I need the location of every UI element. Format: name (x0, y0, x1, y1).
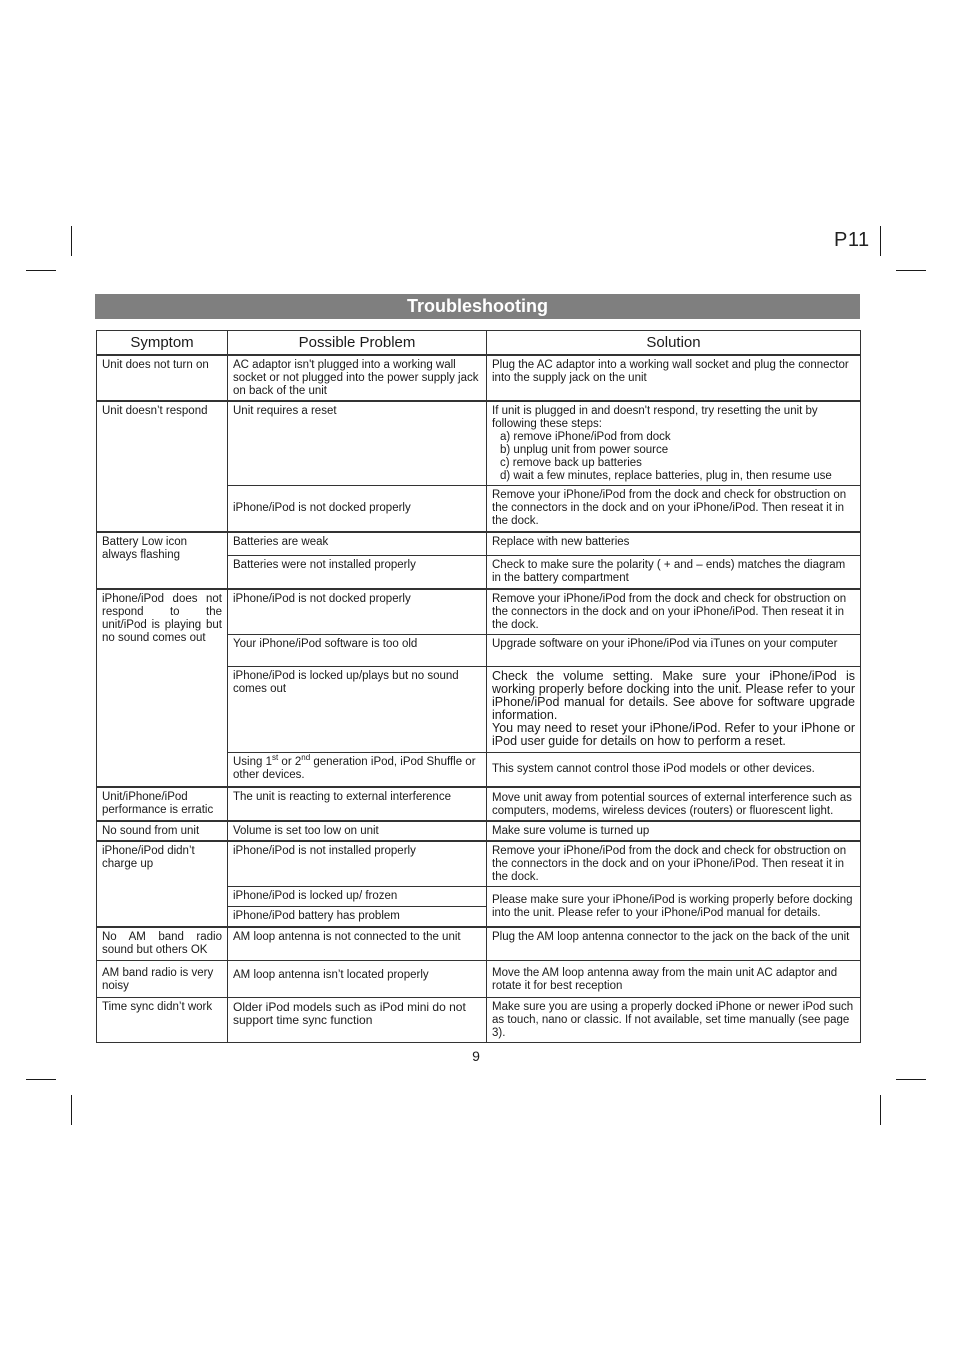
list-item: a) remove iPhone/iPod from dock (500, 431, 671, 443)
solution-cell: Check to make sure the polarity ( + and – ends) matches the diagram in the battery compartment (487, 556, 861, 589)
solution-cell: Make sure volume is turned up (487, 821, 861, 841)
crop-mark-top-left-horizontal (26, 270, 56, 271)
problem-cell: iPhone/iPod is not docked properly (228, 589, 487, 635)
problem-cell: iPhone/iPod is locked up/ frozen (228, 887, 487, 907)
problem-cell: AM loop antenna isn’t located properly (228, 961, 487, 998)
symptom-cell: No sound from unit (97, 821, 228, 841)
crop-mark-top-left-vertical (71, 226, 72, 256)
symptom-cell: iPhone/iPod didn’t charge up (97, 841, 228, 927)
table-row (97, 998, 861, 1043)
page-number: 9 (472, 1048, 480, 1064)
solution-cell: Remove your iPhone/iPod from the dock and check for obstruction on the connectors in the dock and on your iPhone/iPod. Then reseat it in the dock. (487, 589, 861, 635)
column-header-possible-problem: Possible Problem (228, 331, 487, 356)
table-row (97, 961, 861, 998)
problem-cell: Batteries were not installed properly (228, 556, 487, 589)
solution-cell: Upgrade software on your iPhone/iPod via iTunes on your computer (487, 634, 861, 666)
ordinal-suffix: st (272, 752, 279, 762)
problem-cell: AC adaptor isn't plugged into a working wall socket or not plugged into the power supply jack on back of the unit (228, 355, 487, 401)
table-header-row (97, 331, 861, 356)
symptom-cell: Time sync didn’t work (97, 998, 228, 1043)
problem-cell: iPhone/iPod is not docked properly (228, 486, 487, 532)
problem-cell: Your iPhone/iPod software is too old (228, 634, 487, 666)
solution-cell (487, 666, 861, 752)
column-header-solution: Solution (487, 331, 861, 356)
ordinal-suffix: nd (301, 752, 311, 762)
problem-text: or 2 (278, 755, 302, 768)
crop-mark-bottom-left-vertical (71, 1095, 72, 1125)
solution-cell: This system cannot control those iPod models or other devices. (487, 752, 861, 787)
table-row (97, 821, 861, 841)
list-item: d) wait a few minutes, replace batteries, plug in, then resume use (500, 470, 832, 482)
crop-mark-top-right-horizontal (896, 270, 926, 271)
table-row (97, 841, 861, 887)
column-header-symptom: Symptom (97, 331, 228, 356)
problem-cell: Batteries are weak (228, 532, 487, 556)
crop-mark-top-right-vertical (880, 226, 881, 256)
crop-mark-bottom-right-horizontal (896, 1079, 926, 1080)
table-row (97, 589, 861, 635)
page-label: P11 (834, 229, 870, 251)
solution-cell: Make sure you are using a properly docked iPhone or newer iPod such as touch, nano or classic. If not available, set time manually (see page 3). (487, 998, 861, 1043)
reset-steps-list (492, 431, 855, 483)
list-item: c) remove back up batteries (500, 457, 642, 469)
symptom-cell: Unit does not turn on (97, 355, 228, 401)
symptom-cell: Unit doesn’t respond (97, 401, 228, 532)
solution-cell: Please make sure your iPhone/iPod is working properly before docking into the unit. Please refer to your iPhone/iPod manual for details. (487, 887, 861, 927)
problem-cell: iPhone/iPod is locked up/plays but no sound comes out (228, 666, 487, 752)
problem-cell (228, 752, 487, 787)
problem-cell: iPhone/iPod battery has problem (228, 907, 487, 927)
list-item: b) unplug unit from power source (500, 444, 669, 456)
solution-cell: Remove your iPhone/iPod from the dock and check for obstruction on the connectors in the dock and on your iPhone/iPod. Then reseat it in the dock. (487, 841, 861, 887)
problem-cell: AM loop antenna is not connected to the unit (228, 927, 487, 961)
solution-cell: Plug the AM loop antenna connector to the jack on the back of the unit (487, 927, 861, 961)
solution-paragraph: You may need to reset your iPhone/iPod. Refer to your iPhone or iPod user guide for details on how to perform a reset. (492, 720, 855, 748)
solution-intro: If unit is plugged in and doesn't respond, try resetting the unit by following these steps: (492, 405, 818, 430)
symptom-cell: Unit/iPhone/iPod performance is erratic (97, 787, 228, 821)
table-row (97, 355, 861, 401)
solution-cell: Remove your iPhone/iPod from the dock and check for obstruction on the connectors in the dock and on your iPhone/iPod. Then reseat it in the dock. (487, 486, 861, 532)
solution-cell: Move the AM loop antenna away from the main unit AC adaptor and rotate it for best reception (487, 961, 861, 998)
symptom-cell: No AM band radio sound but others OK (97, 927, 228, 961)
crop-mark-bottom-left-horizontal (26, 1079, 56, 1080)
solution-cell: Replace with new batteries (487, 532, 861, 556)
troubleshooting-table (96, 330, 861, 1043)
symptom-cell: AM band radio is very noisy (97, 961, 228, 998)
section-title: Troubleshooting (95, 294, 860, 319)
problem-cell: Unit requires a reset (228, 401, 487, 486)
solution-cell (487, 401, 861, 486)
crop-mark-bottom-right-vertical (880, 1095, 881, 1125)
table-row (97, 532, 861, 556)
table-row (97, 927, 861, 961)
problem-cell: The unit is reacting to external interference (228, 787, 487, 821)
symptom-cell: iPhone/iPod does not respond to the unit/iPod is playing but no sound comes out (97, 589, 228, 788)
table-row (97, 401, 861, 486)
problem-cell: Volume is set too low on unit (228, 821, 487, 841)
problem-text: Using 1 (233, 755, 272, 768)
solution-cell: Move unit away from potential sources of external interference such as computers, modems, wireless devices (routers) or fluorescent light. (487, 787, 861, 821)
symptom-cell: Battery Low icon always flashing (97, 532, 228, 589)
problem-cell: iPhone/iPod is not installed properly (228, 841, 487, 887)
problem-text: generation iPod, iPod Shuffle or other devices. (233, 755, 476, 781)
solution-paragraph: Check the volume setting. Make sure your iPhone/iPod is working properly before docking into the unit. Please refer to your iPhone/iPod manual for details. See above for software upgrade information. (492, 668, 855, 722)
table-row (97, 787, 861, 821)
solution-cell: Plug the AC adaptor into a working wall socket and plug the connector into the supply jack on the unit (487, 355, 861, 401)
problem-cell: Older iPod models such as iPod mini do not support time sync function (228, 998, 487, 1043)
